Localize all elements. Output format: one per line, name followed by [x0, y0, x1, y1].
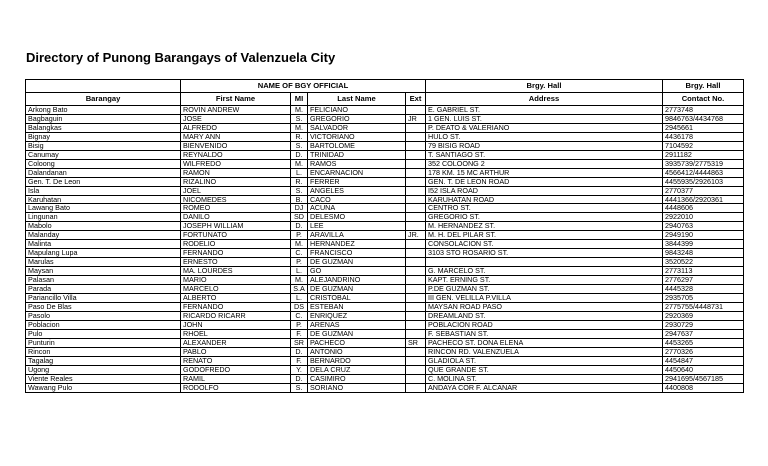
- cell-barangay: Pasolo: [26, 311, 181, 320]
- table-row: [26, 374, 744, 383]
- cell-address: POBLACION ROAD: [426, 320, 663, 329]
- cell-contact-no: 2941695/4567185: [663, 374, 744, 383]
- cell-first-name: ALBERTO: [181, 294, 291, 303]
- cell-barangay: Canumay: [26, 150, 181, 159]
- table-row: [26, 123, 744, 132]
- cell-barangay: Lingunan: [26, 213, 181, 222]
- cell-barangay: Mapulang Lupa: [26, 249, 181, 258]
- cell-ext: [406, 285, 426, 294]
- table-row: [26, 150, 744, 159]
- header-row-top: [26, 80, 744, 93]
- cell-ext: [406, 383, 426, 392]
- table-row: [26, 320, 744, 329]
- table-row: [26, 177, 744, 186]
- table-row: [26, 204, 744, 213]
- cell-contact-no: 4445328: [663, 285, 744, 294]
- cell-mi: S.: [291, 114, 308, 123]
- cell-mi: SR: [291, 338, 308, 347]
- table-row: [26, 195, 744, 204]
- cell-barangay: Parada: [26, 285, 181, 294]
- cell-ext: [406, 356, 426, 365]
- table-row: [26, 276, 744, 285]
- cell-barangay: Ugong: [26, 365, 181, 374]
- cell-first-name: RHOEL: [181, 329, 291, 338]
- table-row: [26, 267, 744, 276]
- cell-mi: M.: [291, 106, 308, 115]
- cell-ext: [406, 329, 426, 338]
- cell-first-name: JOEL: [181, 186, 291, 195]
- cell-first-name: ROMEO: [181, 204, 291, 213]
- table-row: [26, 222, 744, 231]
- cell-barangay: Paso De Blas: [26, 302, 181, 311]
- table-row: [26, 168, 744, 177]
- cell-first-name: ALFREDO: [181, 123, 291, 132]
- table-row: [26, 294, 744, 303]
- cell-mi: M.: [291, 123, 308, 132]
- cell-last-name: ENCARNACION: [308, 168, 406, 177]
- cell-contact-no: 7104592: [663, 141, 744, 150]
- header-contact-no: Contact No.: [663, 93, 744, 106]
- cell-last-name: ENRIQUEZ: [308, 311, 406, 320]
- cell-first-name: NICOMEDES: [181, 195, 291, 204]
- cell-barangay: Maysan: [26, 267, 181, 276]
- cell-contact-no: 4400808: [663, 383, 744, 392]
- cell-mi: C.: [291, 249, 308, 258]
- cell-ext: [406, 159, 426, 168]
- header-brgy-hall-contact-top: Brgy. Hall: [663, 80, 744, 93]
- cell-barangay: Dalandanan: [26, 168, 181, 177]
- cell-mi: F.: [291, 329, 308, 338]
- cell-barangay: Bignay: [26, 132, 181, 141]
- cell-last-name: ANGELES: [308, 186, 406, 195]
- table-row: [26, 258, 744, 267]
- cell-first-name: WILFREDO: [181, 159, 291, 168]
- header-blank-left: [26, 80, 181, 93]
- cell-last-name: CACO: [308, 195, 406, 204]
- cell-barangay: Punturin: [26, 338, 181, 347]
- cell-ext: [406, 177, 426, 186]
- cell-address: M. H. DEL PILAR ST.: [426, 231, 663, 240]
- header-first-name: First Name: [181, 93, 291, 106]
- cell-address: KARUHATAN ROAD: [426, 195, 663, 204]
- cell-address: M. HERNANDEZ ST.: [426, 222, 663, 231]
- cell-ext: [406, 347, 426, 356]
- cell-first-name: RICARDO RICARR: [181, 311, 291, 320]
- cell-barangay: Palasan: [26, 276, 181, 285]
- cell-first-name: DANILO: [181, 213, 291, 222]
- cell-first-name: ALEXANDER: [181, 338, 291, 347]
- cell-first-name: FORTUNATO: [181, 231, 291, 240]
- cell-last-name: ARAVILLA: [308, 231, 406, 240]
- cell-first-name: JOSEPH WILLIAM: [181, 222, 291, 231]
- cell-mi: D.: [291, 374, 308, 383]
- cell-contact-no: 2776297: [663, 276, 744, 285]
- cell-barangay: Karuhatan: [26, 195, 181, 204]
- table-row: [26, 114, 744, 123]
- cell-last-name: DELA CRUZ: [308, 365, 406, 374]
- header-brgy-hall-address-top: Brgy. Hall: [426, 80, 663, 93]
- cell-contact-no: 3844399: [663, 240, 744, 249]
- cell-first-name: RAMON: [181, 168, 291, 177]
- cell-last-name: ALEJANDRINO: [308, 276, 406, 285]
- table-row: [26, 338, 744, 347]
- cell-address: P. DEATO & VALERIANO: [426, 123, 663, 132]
- cell-barangay: Lawang Bato: [26, 204, 181, 213]
- cell-address: 352 COLOONG 2: [426, 159, 663, 168]
- cell-contact-no: 2947637: [663, 329, 744, 338]
- table-row: [26, 141, 744, 150]
- table-row: [26, 347, 744, 356]
- cell-contact-no: 4453265: [663, 338, 744, 347]
- cell-contact-no: 3935739/2775319: [663, 159, 744, 168]
- cell-first-name: ERNESTO: [181, 258, 291, 267]
- cell-mi: F.: [291, 356, 308, 365]
- cell-mi: Y.: [291, 365, 308, 374]
- cell-first-name: MARIO: [181, 276, 291, 285]
- cell-last-name: FERRER: [308, 177, 406, 186]
- cell-last-name: RAMOS: [308, 159, 406, 168]
- cell-ext: JR.: [406, 231, 426, 240]
- cell-last-name: PACHECO: [308, 338, 406, 347]
- cell-last-name: ACUNA: [308, 204, 406, 213]
- cell-ext: [406, 249, 426, 258]
- header-address: Address: [426, 93, 663, 106]
- cell-address: CENTRO ST.: [426, 204, 663, 213]
- cell-first-name: GODOFREDO: [181, 365, 291, 374]
- cell-ext: [406, 240, 426, 249]
- cell-last-name: DE GUZMAN: [308, 258, 406, 267]
- cell-first-name: RIZALINO: [181, 177, 291, 186]
- cell-ext: [406, 222, 426, 231]
- header-last-name: Last Name: [308, 93, 406, 106]
- table-row: [26, 186, 744, 195]
- table-row: [26, 231, 744, 240]
- cell-address: DREAMLAND ST.: [426, 311, 663, 320]
- cell-mi: D.: [291, 347, 308, 356]
- cell-barangay: Malanday: [26, 231, 181, 240]
- cell-address: GEN. T. DE LEON ROAD: [426, 177, 663, 186]
- cell-contact-no: 4441366/2920361: [663, 195, 744, 204]
- cell-barangay: Balangkas: [26, 123, 181, 132]
- cell-first-name: REYNALDO: [181, 150, 291, 159]
- cell-mi: M.: [291, 159, 308, 168]
- table-row: [26, 249, 744, 258]
- cell-mi: S.: [291, 383, 308, 392]
- table-row: [26, 132, 744, 141]
- cell-last-name: BERNARDO: [308, 356, 406, 365]
- cell-mi: P.: [291, 258, 308, 267]
- table-row: [26, 365, 744, 374]
- cell-contact-no: 2770377: [663, 186, 744, 195]
- directory-table: [25, 79, 744, 393]
- cell-last-name: SORIANO: [308, 383, 406, 392]
- cell-last-name: CASIMIRO: [308, 374, 406, 383]
- cell-ext: [406, 106, 426, 115]
- cell-barangay: Mabolo: [26, 222, 181, 231]
- cell-address: RINCON RD. VALENZUELA: [426, 347, 663, 356]
- cell-contact-no: 4448606: [663, 204, 744, 213]
- cell-address: 3103 STO ROSARIO ST.: [426, 249, 663, 258]
- table-row: [26, 356, 744, 365]
- cell-last-name: LEE: [308, 222, 406, 231]
- cell-first-name: MARCELO: [181, 285, 291, 294]
- cell-mi: L.: [291, 267, 308, 276]
- cell-barangay: Wawang Pulo: [26, 383, 181, 392]
- cell-mi: P.: [291, 231, 308, 240]
- cell-ext: [406, 258, 426, 267]
- cell-ext: SR: [406, 338, 426, 347]
- table-row: [26, 285, 744, 294]
- cell-ext: [406, 150, 426, 159]
- cell-mi: S.: [291, 186, 308, 195]
- header-barangay: Barangay: [26, 93, 181, 106]
- cell-mi: M.: [291, 276, 308, 285]
- cell-last-name: BARTOLOME: [308, 141, 406, 150]
- cell-contact-no: 2773113: [663, 267, 744, 276]
- cell-address: G. MARCELO ST.: [426, 267, 663, 276]
- cell-last-name: FRANCISCO: [308, 249, 406, 258]
- cell-address: T. SANTIAGO ST.: [426, 150, 663, 159]
- table-row: [26, 159, 744, 168]
- cell-barangay: Bisig: [26, 141, 181, 150]
- cell-ext: [406, 311, 426, 320]
- cell-last-name: GO: [308, 267, 406, 276]
- cell-contact-no: 2930729: [663, 320, 744, 329]
- table-row: [26, 329, 744, 338]
- cell-address: CONSOLACION ST.: [426, 240, 663, 249]
- cell-address: [426, 258, 663, 267]
- cell-ext: JR: [406, 114, 426, 123]
- cell-address: HULO ST.: [426, 132, 663, 141]
- cell-ext: [406, 320, 426, 329]
- cell-ext: [406, 276, 426, 285]
- cell-first-name: MA. LOURDES: [181, 267, 291, 276]
- cell-mi: D.: [291, 150, 308, 159]
- cell-barangay: Gen. T. De Leon: [26, 177, 181, 186]
- cell-contact-no: 2945661: [663, 123, 744, 132]
- cell-first-name: FERNANDO: [181, 302, 291, 311]
- cell-address: PACHECO ST. DONA ELENA: [426, 338, 663, 347]
- cell-barangay: Bagbaguin: [26, 114, 181, 123]
- cell-first-name: ROVIN ANDREW: [181, 106, 291, 115]
- cell-first-name: JOHN: [181, 320, 291, 329]
- cell-mi: DS: [291, 302, 308, 311]
- cell-mi: P.: [291, 320, 308, 329]
- cell-mi: S.A: [291, 285, 308, 294]
- cell-address: C. MOLINA ST.: [426, 374, 663, 383]
- cell-address: I52 ISLA ROAD: [426, 186, 663, 195]
- cell-last-name: FELICIANO: [308, 106, 406, 115]
- cell-ext: [406, 302, 426, 311]
- cell-contact-no: 4436178: [663, 132, 744, 141]
- cell-address: ANDAYA COR F. ALCANAR: [426, 383, 663, 392]
- cell-address: KAPT. ERNING ST.: [426, 276, 663, 285]
- header-name-of-bgy-official: NAME OF BGY OFFICIAL: [181, 80, 426, 93]
- cell-barangay: Rincon: [26, 347, 181, 356]
- cell-mi: C.: [291, 311, 308, 320]
- cell-ext: [406, 204, 426, 213]
- cell-contact-no: 2775755/4448731: [663, 302, 744, 311]
- cell-last-name: DE GUZMAN: [308, 285, 406, 294]
- cell-barangay: Viente Reales: [26, 374, 181, 383]
- table-row: [26, 311, 744, 320]
- cell-ext: [406, 374, 426, 383]
- cell-last-name: ANTONIO: [308, 347, 406, 356]
- table-row: [26, 106, 744, 115]
- cell-address: 1 GEN. LUIS ST.: [426, 114, 663, 123]
- table-row: [26, 240, 744, 249]
- cell-mi: B.: [291, 195, 308, 204]
- header-mi: MI: [291, 93, 308, 106]
- cell-last-name: CRISTOBAL: [308, 294, 406, 303]
- cell-contact-no: 2920369: [663, 311, 744, 320]
- cell-mi: M.: [291, 240, 308, 249]
- cell-first-name: FERNANDO: [181, 249, 291, 258]
- page-title: Directory of Punong Barangays of Valenzuela City: [26, 50, 336, 65]
- cell-contact-no: 2940763: [663, 222, 744, 231]
- cell-contact-no: 3520522: [663, 258, 744, 267]
- cell-contact-no: 4566412/4444863: [663, 168, 744, 177]
- cell-first-name: BIENVENIDO: [181, 141, 291, 150]
- cell-last-name: HERNANDEZ: [308, 240, 406, 249]
- cell-first-name: RODOLFO: [181, 383, 291, 392]
- cell-barangay: Marulas: [26, 258, 181, 267]
- table-row: [26, 302, 744, 311]
- cell-contact-no: 9846763/4434768: [663, 114, 744, 123]
- header-ext: Ext: [406, 93, 426, 106]
- header-row-bottom: [26, 93, 744, 106]
- cell-barangay: Isla: [26, 186, 181, 195]
- cell-first-name: MARY ANN: [181, 132, 291, 141]
- cell-first-name: RENATO: [181, 356, 291, 365]
- cell-mi: S.: [291, 141, 308, 150]
- cell-barangay: Arkong Bato: [26, 106, 181, 115]
- cell-barangay: Pariancillo Villa: [26, 294, 181, 303]
- cell-last-name: DE GUZMAN: [308, 329, 406, 338]
- cell-ext: [406, 132, 426, 141]
- cell-address: F. SEBASTIAN ST.: [426, 329, 663, 338]
- cell-address: E. GABRIEL ST.: [426, 106, 663, 115]
- cell-last-name: TRINIDAD: [308, 150, 406, 159]
- cell-barangay: Pulo: [26, 329, 181, 338]
- cell-ext: [406, 186, 426, 195]
- cell-barangay: Tagalag: [26, 356, 181, 365]
- cell-mi: DJ: [291, 204, 308, 213]
- cell-last-name: ESTEBAN: [308, 302, 406, 311]
- cell-contact-no: 2922010: [663, 213, 744, 222]
- cell-mi: R.: [291, 132, 308, 141]
- cell-last-name: GREGORIO: [308, 114, 406, 123]
- cell-address: 79 BISIG ROAD: [426, 141, 663, 150]
- cell-address: GREGORIO ST.: [426, 213, 663, 222]
- cell-contact-no: 9843248: [663, 249, 744, 258]
- cell-ext: [406, 213, 426, 222]
- cell-mi: D.: [291, 222, 308, 231]
- cell-address: 178 KM. 15 MC ARTHUR: [426, 168, 663, 177]
- cell-first-name: RODELIO: [181, 240, 291, 249]
- cell-ext: [406, 294, 426, 303]
- cell-contact-no: 2770326: [663, 347, 744, 356]
- cell-last-name: DELESMO: [308, 213, 406, 222]
- cell-barangay: Poblacion: [26, 320, 181, 329]
- cell-ext: [406, 195, 426, 204]
- cell-contact-no: 4450640: [663, 365, 744, 374]
- cell-mi: R.: [291, 177, 308, 186]
- cell-address: GLADIOLA ST.: [426, 356, 663, 365]
- cell-contact-no: 4455935/2926103: [663, 177, 744, 186]
- cell-mi: L.: [291, 168, 308, 177]
- cell-contact-no: 2935705: [663, 294, 744, 303]
- cell-barangay: Coloong: [26, 159, 181, 168]
- cell-ext: [406, 141, 426, 150]
- cell-mi: SD: [291, 213, 308, 222]
- cell-ext: [406, 267, 426, 276]
- cell-address: P.DE GUZMAN ST.: [426, 285, 663, 294]
- table-row: [26, 383, 744, 392]
- cell-ext: [406, 168, 426, 177]
- cell-contact-no: 2911182: [663, 150, 744, 159]
- cell-ext: [406, 365, 426, 374]
- table-row: [26, 213, 744, 222]
- cell-last-name: SALVADOR: [308, 123, 406, 132]
- table-body: [26, 106, 744, 393]
- cell-first-name: RAMIL: [181, 374, 291, 383]
- cell-first-name: JOSE: [181, 114, 291, 123]
- cell-last-name: VICTORIANO: [308, 132, 406, 141]
- cell-first-name: PABLO: [181, 347, 291, 356]
- cell-address: QUE GRANDE ST.: [426, 365, 663, 374]
- cell-address: III GEN. VELILLA P.VILLA: [426, 294, 663, 303]
- cell-ext: [406, 123, 426, 132]
- cell-address: MAYSAN ROAD PASO: [426, 302, 663, 311]
- cell-mi: L.: [291, 294, 308, 303]
- cell-last-name: ARENAS: [308, 320, 406, 329]
- cell-barangay: Malinta: [26, 240, 181, 249]
- cell-contact-no: 4454847: [663, 356, 744, 365]
- cell-contact-no: 2773748: [663, 106, 744, 115]
- cell-contact-no: 2949190: [663, 231, 744, 240]
